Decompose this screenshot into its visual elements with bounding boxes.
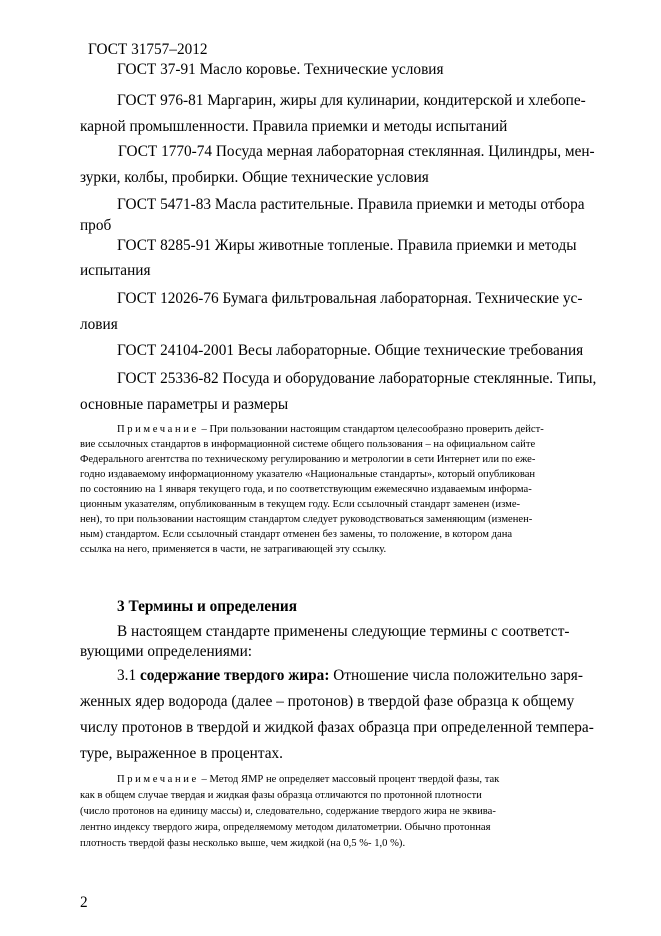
- note-1-first-line: [117, 424, 544, 435]
- term-definition-first-line: [117, 667, 583, 685]
- reference-item: ГОСТ 25336-82 Посуда и оборудование лабораторные стеклянные. Типы,: [117, 370, 597, 387]
- note-1-line: вие ссылочных стандартов в информационной системе общего пользования – на официальном сайте: [80, 439, 536, 450]
- note-2-line: как в общем случае твердая и жидкая фазы образца отличаются по протонной плотности: [80, 790, 482, 801]
- note-label: Примечание: [117, 774, 199, 785]
- note-2-line: плотность твердой фазы несколько выше, чем жидкой (на 0,5 %- 1,0 %).: [80, 838, 406, 849]
- term-definition-line: женных ядер водорода (далее – протонов) в твердой фазе образца к общему: [80, 693, 575, 710]
- reference-item-continuation: зурки, колбы, пробирки. Общие технические условия: [80, 169, 429, 186]
- note-1-line: нен), то при пользовании настоящим стандартом следует руководствоваться заменяющим (изменен-: [80, 514, 533, 525]
- section-heading: 3 Термины и определения: [117, 598, 297, 615]
- note-1-line: ным) стандартом. Если ссылочный стандарт отменен без замены, то положение, в котором дана: [80, 529, 513, 540]
- note-2-line: лентно индексу твердого жира, определяемому методом дилатометрии. Обычно протонная: [80, 822, 491, 833]
- term-name: содержание твердого жира:: [139, 667, 330, 684]
- reference-item-continuation: испытания: [80, 262, 151, 279]
- reference-item: ГОСТ 12026-76 Бумага фильтровальная лабораторная. Технические ус-: [117, 290, 583, 307]
- reference-item-continuation: карной промышленности. Правила приемки и методы испытаний: [80, 118, 508, 135]
- page-number: 2: [80, 894, 88, 911]
- note-label: Примечание: [117, 424, 199, 435]
- reference-item-continuation: проб: [80, 217, 112, 234]
- reference-item: ГОСТ 8285-91 Жиры животные топленые. Правила приемки и методы: [117, 237, 577, 254]
- term-number: 3.1: [117, 667, 140, 684]
- header-doc-id: ГОСТ 31757–2012: [88, 41, 208, 58]
- reference-item: ГОСТ 1770-74 Посуда мерная лабораторная стеклянная. Цилиндры, мен-: [118, 143, 595, 160]
- note-1-line: по состоянию на 1 января текущего года, и по соответствующим ежемесячно издаваемым информа-: [80, 484, 532, 495]
- note-1-line: ссылка на него, применяется в части, не затрагивающей эту ссылку.: [80, 544, 387, 555]
- note-1-line: Федерального агентства по техническому регулированию и метрологии в сети Интернет или по еже-: [80, 454, 536, 465]
- reference-item: ГОСТ 5471-83 Масла растительные. Правила приемки и методы отбора: [117, 196, 585, 213]
- note-1-text: – При пользовании настоящим стандартом целесообразно проверить дейст-: [198, 424, 544, 435]
- reference-item: ГОСТ 37-91 Масло коровье. Технические условия: [117, 61, 444, 78]
- note-1-line: ционным указателям, опубликованным в текущем году. Если ссылочный стандарт заменен (изме-: [80, 499, 521, 510]
- section-intro-continuation: вующими определениями:: [80, 643, 253, 660]
- term-definition-text: Отношение числа положительно заря-: [329, 667, 583, 684]
- note-2-text: – Метод ЯМР не определяет массовый процент твердой фазы, так: [198, 774, 500, 785]
- note-1-line: годно издаваемому информационному указателю «Национальные стандарты», который опубликован: [80, 469, 536, 480]
- reference-item: ГОСТ 976-81 Маргарин, жиры для кулинарии, кондитерской и хлебопе-: [117, 92, 586, 109]
- note-2-first-line: [117, 774, 499, 785]
- section-intro: В настоящем стандарте применены следующие термины с соответст-: [117, 623, 570, 640]
- term-definition-line: числу протонов в твердой и жидкой фазах образца при определенной темпера-: [80, 719, 594, 736]
- reference-item: ГОСТ 24104-2001 Весы лабораторные. Общие технические требования: [117, 342, 584, 359]
- reference-item-continuation: ловия: [80, 316, 118, 333]
- note-2-line: (число протонов на единицу массы) и, следовательно, содержание твердого жира не эквива-: [80, 806, 496, 817]
- reference-item-continuation: основные параметры и размеры: [80, 396, 289, 413]
- term-definition-line: туре, выраженное в процентах.: [80, 745, 283, 762]
